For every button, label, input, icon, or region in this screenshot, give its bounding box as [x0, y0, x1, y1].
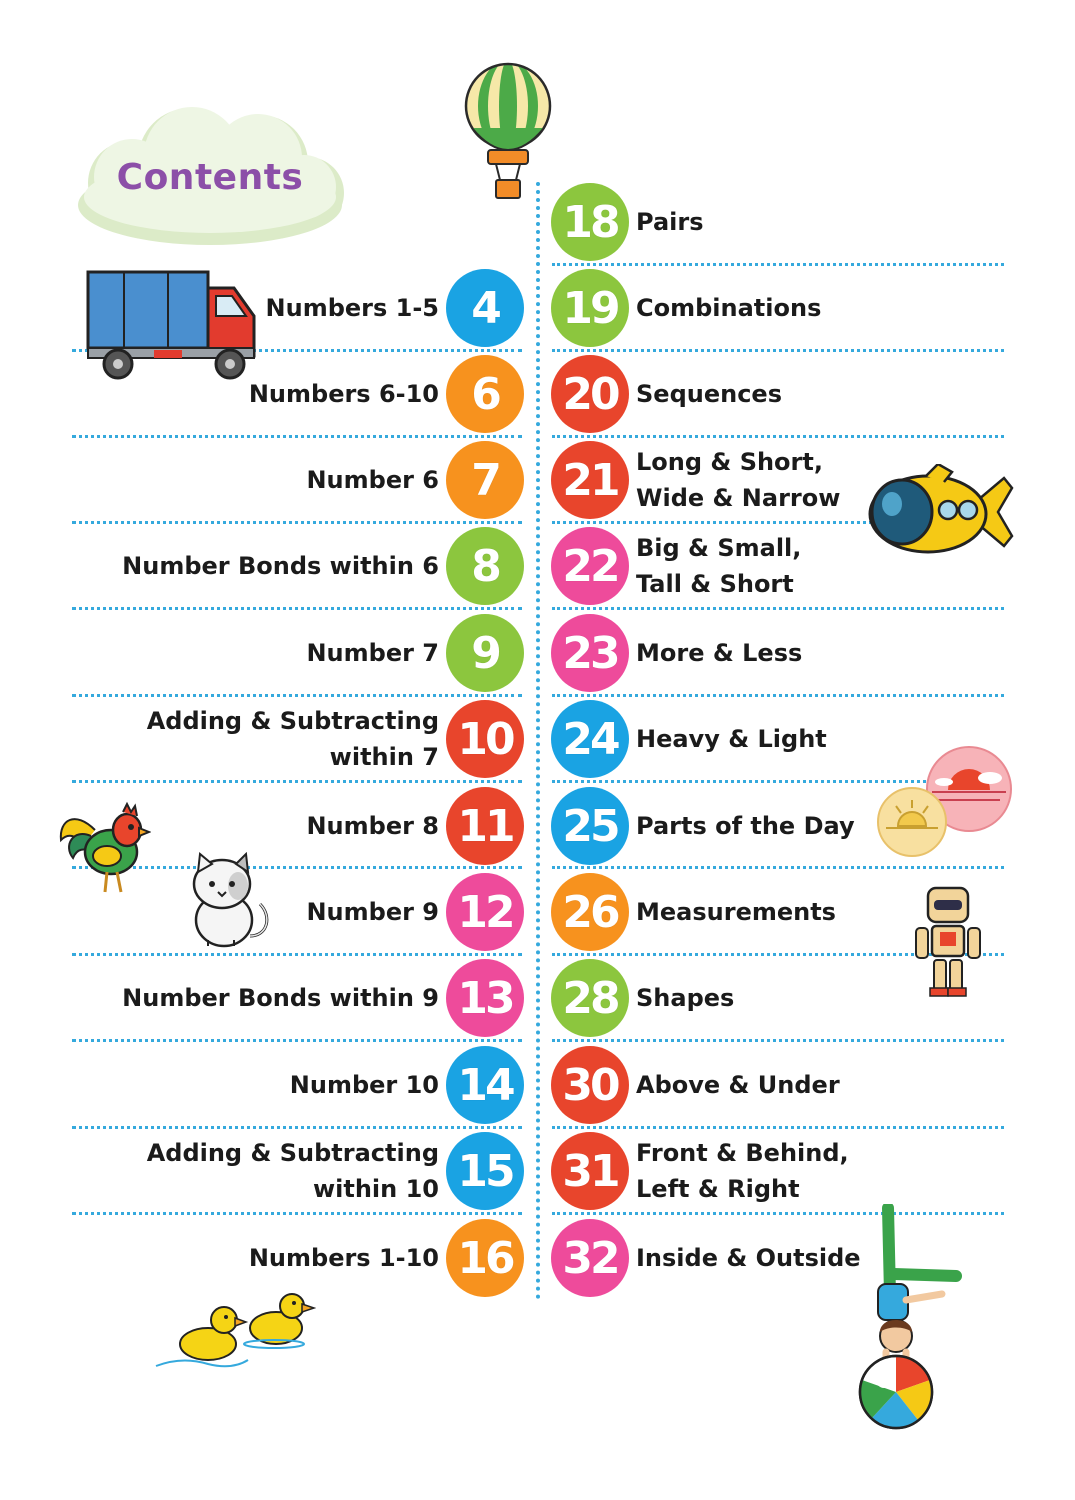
toc-entry-label[interactable]: Pairs	[636, 208, 704, 236]
page-number-badge[interactable]: 11	[446, 787, 524, 865]
row-divider	[552, 263, 1004, 266]
page-number-badge[interactable]: 22	[551, 527, 629, 605]
toc-entry-label[interactable]: Adding & Subtracting within 10	[146, 1139, 439, 1203]
toc-entry-label[interactable]: Measurements	[636, 898, 836, 926]
toc-entry-label[interactable]: Number 7	[306, 639, 439, 667]
page-title: Contents	[116, 157, 304, 198]
page-number-badge[interactable]: 8	[446, 527, 524, 605]
toc-entry-label[interactable]: Number 10	[289, 1071, 439, 1099]
page-number-badge[interactable]: 18	[551, 183, 629, 261]
toc-entry-label[interactable]: Above & Under	[636, 1071, 840, 1099]
page-number-badge[interactable]: 9	[446, 614, 524, 692]
row-divider	[552, 607, 1004, 610]
acrobat-boy-icon	[856, 1204, 966, 1430]
hot-air-balloon-icon	[462, 62, 554, 202]
toc-entry-label[interactable]: Number 9	[306, 898, 439, 926]
rooster-icon	[55, 800, 151, 900]
toc-entry-label[interactable]: Big & Small, Tall & Short	[636, 534, 802, 598]
toc-entry-label[interactable]: Numbers 6-10	[248, 380, 439, 408]
row-divider	[552, 349, 1004, 352]
toc-entry-label[interactable]: Numbers 1-10	[248, 1244, 439, 1272]
page-number-badge[interactable]: 21	[551, 441, 629, 519]
page-number-badge[interactable]: 24	[551, 700, 629, 778]
toc-entry-label[interactable]: Heavy & Light	[636, 725, 827, 753]
page-number-badge[interactable]: 30	[551, 1046, 629, 1124]
toc-entry-label[interactable]: Sequences	[636, 380, 782, 408]
page-number-badge[interactable]: 12	[446, 873, 524, 951]
ducks-icon	[152, 1286, 316, 1376]
row-divider	[552, 435, 1004, 438]
toc-entry-label[interactable]: Numbers 1-5	[265, 294, 439, 322]
row-divider	[72, 435, 522, 438]
row-divider	[72, 694, 522, 697]
row-divider	[552, 866, 1004, 869]
toc-entry-label[interactable]: Shapes	[636, 984, 735, 1012]
row-divider	[72, 1212, 522, 1215]
truck-icon	[84, 268, 260, 382]
row-divider	[552, 1126, 1004, 1129]
row-divider	[552, 694, 1004, 697]
page-number-badge[interactable]: 16	[446, 1219, 524, 1297]
toc-entry-label[interactable]: Combinations	[636, 294, 822, 322]
toc-entry-label[interactable]: Number 8	[306, 812, 439, 840]
page-number-badge[interactable]: 28	[551, 959, 629, 1037]
page-number-badge[interactable]: 19	[551, 269, 629, 347]
toc-entry-label[interactable]: More & Less	[636, 639, 803, 667]
toc-entry-label[interactable]: Front & Behind, Left & Right	[636, 1139, 849, 1203]
cat-icon	[188, 852, 272, 948]
toc-entry-label[interactable]: Number Bonds within 6	[122, 552, 439, 580]
robot-icon	[912, 884, 984, 998]
page-number-badge[interactable]: 4	[446, 269, 524, 347]
row-divider	[72, 780, 522, 783]
toc-entry-label[interactable]: Parts of the Day	[636, 812, 855, 840]
page-number-badge[interactable]: 14	[446, 1046, 524, 1124]
page-number-badge[interactable]: 26	[551, 873, 629, 951]
page-number-badge[interactable]: 32	[551, 1219, 629, 1297]
center-divider	[536, 182, 540, 1300]
page-number-badge[interactable]: 15	[446, 1132, 524, 1210]
page-number-badge[interactable]: 10	[446, 700, 524, 778]
row-divider	[72, 607, 522, 610]
submarine-icon	[866, 464, 1014, 562]
toc-entry-label[interactable]: Number 6	[306, 466, 439, 494]
row-divider	[72, 953, 522, 956]
row-divider	[72, 521, 522, 524]
row-divider	[552, 1039, 1004, 1042]
row-divider	[72, 1039, 522, 1042]
toc-entry-label[interactable]: Inside & Outside	[636, 1244, 861, 1272]
page-number-badge[interactable]: 7	[446, 441, 524, 519]
sunrise-icon	[876, 786, 948, 858]
page-number-badge[interactable]: 23	[551, 614, 629, 692]
page-number-badge[interactable]: 31	[551, 1132, 629, 1210]
page-number-badge[interactable]: 6	[446, 355, 524, 433]
page-number-badge[interactable]: 20	[551, 355, 629, 433]
toc-entry-label[interactable]: Adding & Subtracting within 7	[146, 707, 439, 771]
page-number-badge[interactable]: 25	[551, 787, 629, 865]
page-number-badge[interactable]: 13	[446, 959, 524, 1037]
toc-entry-label[interactable]: Long & Short, Wide & Narrow	[636, 448, 841, 512]
toc-entry-label[interactable]: Number Bonds within 9	[122, 984, 439, 1012]
row-divider	[72, 1126, 522, 1129]
